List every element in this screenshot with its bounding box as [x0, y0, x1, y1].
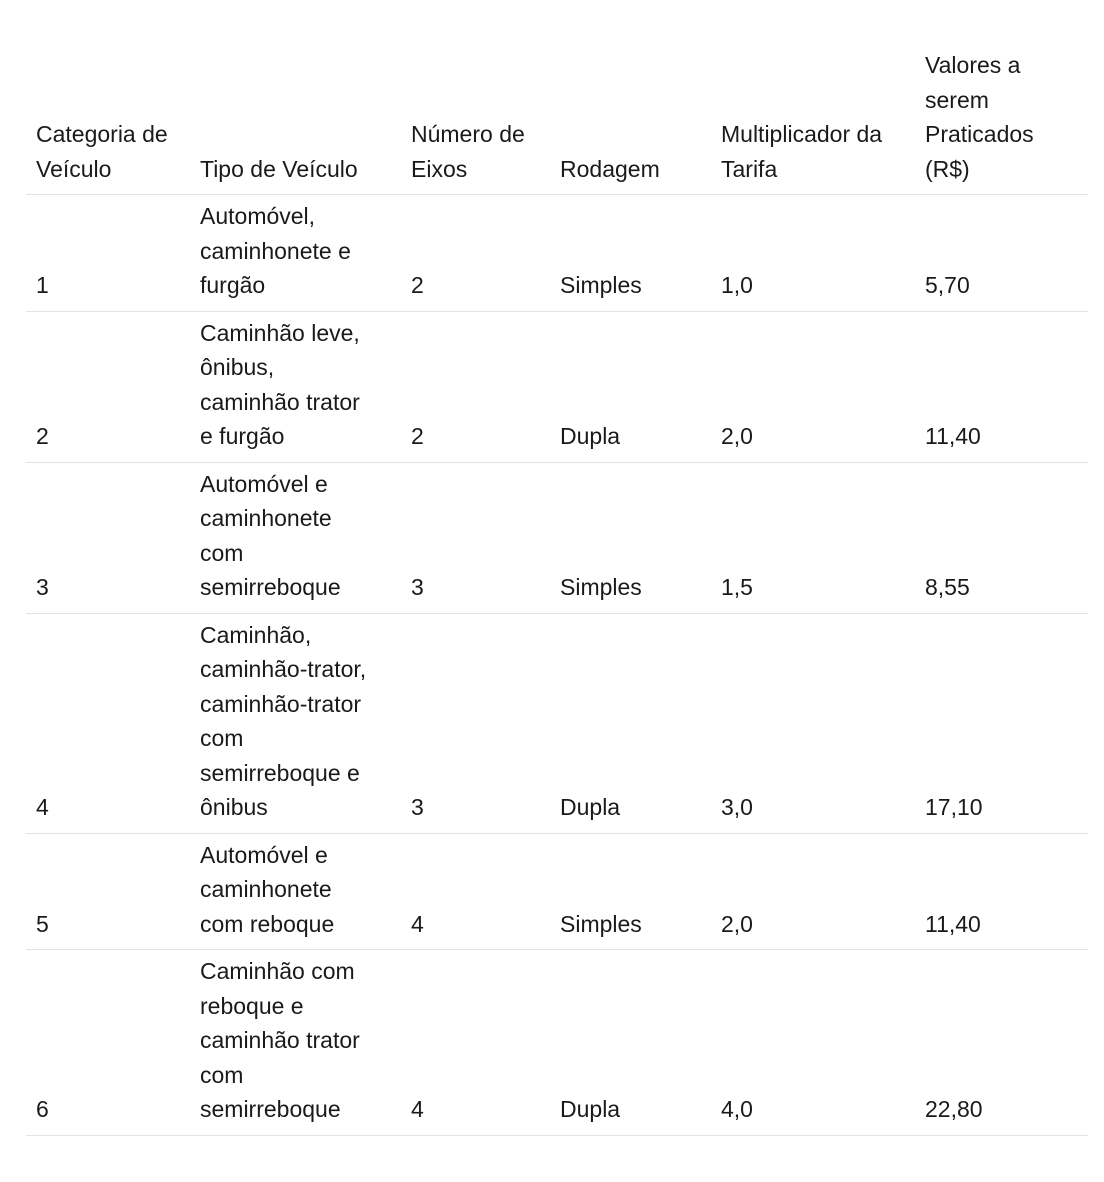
header-valores-line: serem: [925, 86, 989, 113]
table-row: [26, 950, 1088, 1136]
cell-valor: 5,70: [915, 195, 1088, 312]
cell-eixos: 3: [401, 613, 550, 833]
cell-tipo: [190, 462, 401, 613]
cell-rodagem: Simples: [550, 195, 711, 312]
cell-tipo: [190, 195, 401, 312]
cell-rodagem: Dupla: [550, 950, 711, 1136]
cell-categoria: 5: [26, 833, 190, 950]
cell-tipo-line: Automóvel e: [200, 470, 328, 497]
cell-tipo-line: ônibus: [200, 794, 268, 820]
header-eixos-line: Número de: [411, 121, 525, 147]
cell-valor: 22,80: [915, 950, 1088, 1136]
header-categoria: [26, 48, 190, 195]
cell-tipo-line: com: [200, 539, 244, 566]
cell-tipo-line: Automóvel,: [200, 203, 316, 229]
cell-multiplicador: 3,0: [711, 613, 915, 833]
cell-tipo-line: caminhão-trator,: [200, 656, 367, 682]
cell-tipo-line: reboque e: [200, 992, 304, 1019]
cell-tipo-line: caminhão-trator: [200, 690, 362, 717]
cell-tipo: [190, 311, 401, 462]
cell-tipo-line: caminhonete e: [200, 237, 351, 264]
header-multiplicador-line: Tarifa: [721, 155, 778, 182]
table-row: [26, 311, 1088, 462]
cell-tipo-line: caminhonete: [200, 876, 332, 902]
cell-tipo-line: com: [200, 725, 244, 751]
cell-tipo-line: Automóvel e: [200, 841, 328, 868]
cell-eixos: 4: [401, 833, 550, 950]
cell-tipo-line: furgão: [200, 272, 266, 298]
cell-valor: 8,55: [915, 462, 1088, 613]
cell-multiplicador: 4,0: [711, 950, 915, 1136]
header-rodagem-line: Rodagem: [560, 155, 660, 182]
cell-tipo-line: e furgão: [200, 423, 285, 449]
header-eixos: [401, 48, 550, 195]
cell-multiplicador: 1,0: [711, 195, 915, 312]
cell-eixos: 2: [401, 195, 550, 312]
cell-rodagem: Dupla: [550, 613, 711, 833]
cell-tipo-line: semirreboque e: [200, 759, 360, 786]
cell-eixos: 2: [401, 311, 550, 462]
table-row: [26, 833, 1088, 950]
cell-categoria: 2: [26, 311, 190, 462]
cell-tipo-line: Caminhão,: [200, 621, 312, 648]
cell-tipo: [190, 950, 401, 1136]
cell-eixos: 3: [401, 462, 550, 613]
cell-tipo-line: semirreboque: [200, 574, 341, 600]
header-valores-line: Valores a: [925, 52, 1021, 78]
cell-tipo-line: semirreboque: [200, 1096, 341, 1122]
cell-valor: 11,40: [915, 311, 1088, 462]
header-categoria-line: Categoria de: [36, 121, 168, 147]
cell-multiplicador: 2,0: [711, 311, 915, 462]
table-row: [26, 613, 1088, 833]
cell-valor: 17,10: [915, 613, 1088, 833]
cell-eixos: 4: [401, 950, 550, 1136]
header-eixos-line: Eixos: [411, 155, 468, 182]
cell-tipo-line: ônibus,: [200, 354, 275, 380]
table-body: [26, 195, 1088, 1136]
cell-tipo-line: com: [200, 1061, 244, 1088]
toll-rate-table: [26, 48, 1088, 1136]
cell-tipo-line: Caminhão leve,: [200, 319, 360, 346]
cell-tipo-line: com reboque: [200, 910, 335, 937]
cell-tipo-line: caminhão trator: [200, 388, 360, 415]
cell-tipo: [190, 613, 401, 833]
cell-rodagem: Dupla: [550, 311, 711, 462]
table-row: [26, 462, 1088, 613]
cell-tipo-line: caminhão trator: [200, 1027, 360, 1053]
header-tipo-line: Tipo de Veículo: [200, 155, 358, 182]
header-valores-line: Praticados: [925, 121, 1034, 147]
cell-tipo-line: Caminhão com: [200, 958, 355, 984]
header-categoria-line: Veículo: [36, 155, 112, 182]
header-rodagem: [550, 48, 711, 195]
cell-multiplicador: 2,0: [711, 833, 915, 950]
cell-rodagem: Simples: [550, 462, 711, 613]
header-tipo: [190, 48, 401, 195]
cell-categoria: 1: [26, 195, 190, 312]
cell-multiplicador: 1,5: [711, 462, 915, 613]
cell-rodagem: Simples: [550, 833, 711, 950]
header-valores-line: (R$): [925, 155, 970, 182]
cell-tipo: [190, 833, 401, 950]
cell-valor: 11,40: [915, 833, 1088, 950]
table-header-row: [26, 48, 1088, 195]
header-multiplicador: [711, 48, 915, 195]
toll-table-container: [26, 48, 1088, 1136]
cell-categoria: 4: [26, 613, 190, 833]
cell-categoria: 3: [26, 462, 190, 613]
header-valores: [915, 48, 1088, 195]
header-multiplicador-line: Multiplicador da: [721, 121, 883, 147]
cell-tipo-line: caminhonete: [200, 505, 332, 531]
table-row: [26, 195, 1088, 312]
cell-categoria: 6: [26, 950, 190, 1136]
